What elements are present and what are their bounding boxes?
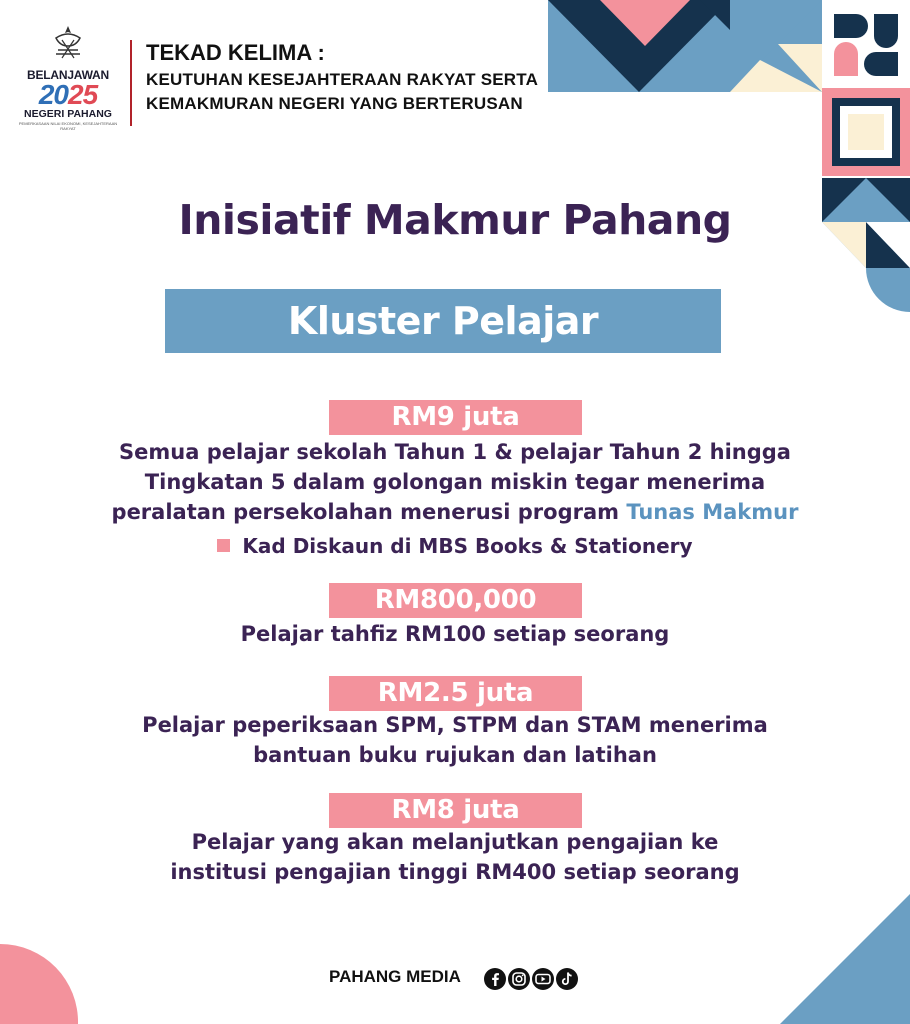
item-description: Pelajar yang akan melanjutkan pengajian ke institusi pengajian tinggi RM400 setiap seorang: [170, 830, 740, 884]
cluster-label: Kluster Pelajar: [287, 299, 599, 343]
decorative-triangle-bottom-right: [780, 894, 910, 1024]
state-crest-icon: [52, 24, 84, 62]
page-title: Inisiatif Makmur Pahang: [178, 196, 732, 244]
bullet-item: Kad Diskaun di MBS Books & Stationery: [0, 532, 910, 560]
youtube-icon[interactable]: [532, 968, 554, 990]
decorative-circle-bottom-left: [0, 944, 80, 1024]
cluster-banner: [165, 289, 721, 353]
item-description: Semua pelajar sekolah Tahun 1 & pelajar Tahun 2 hingga Tingkatan 5 dalam golongan miskin tegar menerima peralatan persekolahan menerusi program Tunas Makmur: [111, 440, 799, 524]
amount-badge: RM9 juta: [329, 400, 582, 435]
logo-text-negeri: NEGERI PAHANG: [24, 108, 112, 120]
tekad-line-1: KEUTUHAN KESEJAHTERAAN RAKYAT SERTA: [146, 70, 539, 89]
instagram-icon[interactable]: [508, 968, 530, 990]
decorative-pattern-top: [540, 0, 910, 320]
tiktok-icon[interactable]: [556, 968, 578, 990]
tekad-line-2: KEMAKMURAN NEGERI YANG BERTERUSAN: [146, 94, 523, 113]
logo-tagline: PEMERKASAAN NILAI EKONOMI, KESEJAHTERAAN RAKYAT: [18, 121, 118, 131]
program-highlight: Tunas Makmur: [626, 500, 799, 524]
logo-year: 2025: [38, 79, 98, 110]
facebook-icon[interactable]: [484, 968, 506, 990]
footer-brand: PAHANG MEDIA: [329, 967, 461, 986]
item-description: Pelajar peperiksaan SPM, STPM dan STAM menerima bantuan buku rujukan dan latihan: [142, 713, 768, 767]
amount-badge: RM800,000: [329, 583, 582, 618]
tekad-title: TEKAD KELIMA :: [146, 40, 325, 65]
logo-text-belanjawan: BELANJAWAN: [26, 68, 109, 82]
belanjawan-logo: [18, 24, 118, 131]
bullet-square-icon: [217, 539, 230, 552]
amount-badge: RM2.5 juta: [329, 676, 582, 711]
header-divider: [130, 40, 132, 126]
amount-badge: RM8 juta: [329, 793, 582, 828]
item-description: Pelajar tahfiz RM100 setiap seorang: [240, 622, 670, 646]
social-icons: [484, 967, 584, 991]
